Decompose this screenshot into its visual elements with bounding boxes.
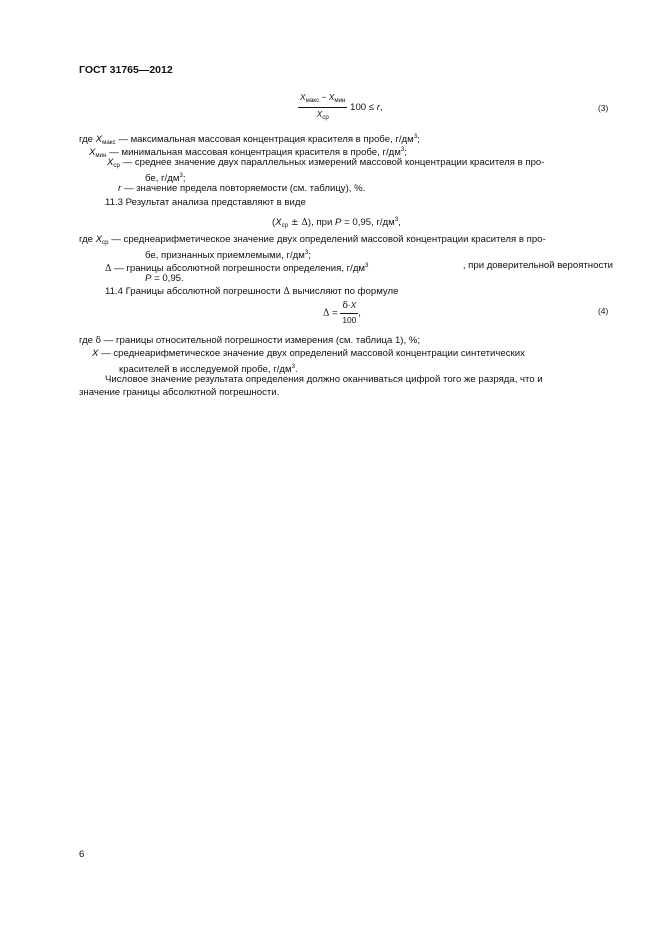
fraction [340, 300, 358, 326]
closing-paragraph-line1: Числовое значение результата определения должно оканчиваться цифрой того же разряда, что и [105, 374, 543, 385]
page-number: 6 [79, 849, 85, 860]
definition-x-maks: где $X_{макс}$ — максимальная массовая концентрация красителя в пробе, $г/дм^3$; [79, 133, 420, 146]
definition-x-sr-result: где $X_{ср}$ — среднеарифметическое значение двух определений массовой концентрации красителя в про- [79, 234, 546, 246]
equation-number-3: (3) [598, 103, 609, 113]
definition-x-sr-result-cont: бе, признанных приемлемыми, $г/дм^3$; [145, 249, 311, 261]
definition-x-min: $X_{мин}$ — минимальная массовая концентрация красителя в пробе, $г/дм^3$; [89, 146, 407, 159]
closing-paragraph-line2: значение границы абсолютной погрешности. [79, 387, 280, 398]
fraction-denominator: $X_{ср}$ [316, 109, 329, 121]
definition-r: r — значение предела повторяемости (см. таблицу), %. [118, 183, 366, 194]
result-formula: $(X_{ср} \pm \Delta)$, при P = 0,95, $г/дм^3$, [272, 216, 401, 229]
fraction-numerator: $X_{макс} - X_{мин}$ [298, 92, 347, 108]
definition-delta-cont: P = 0,95. [145, 273, 184, 284]
definition-x-sr: $X_{ср}$ — среднее значение двух параллельных измерений массовой концентрации красителя в про- [107, 157, 545, 169]
formula-4: Δ = $\frac{\delta\cdot X}{100}$ , [323, 300, 361, 325]
fraction [298, 92, 347, 123]
definition-delta: Δ — границы абсолютной погрешности определения, $г/дм^3$ , при доверительной вероятности [105, 260, 613, 274]
definition-x-mean: X — среднеарифметическое значение двух определений массовой концентрации синтетических [92, 348, 525, 359]
definition-delta-rel: где δ — границы относительной погрешности измерения (см. таблица 1), %; [79, 335, 421, 346]
fraction-denominator: 100 [342, 315, 357, 325]
document-header: ГОСТ 31765—2012 [79, 64, 173, 76]
formula-3: $\frac{X_{макс} - X_{мин}}{X_{ср}}$ 100 ≤ r, [300, 92, 383, 121]
fraction-numerator: δ·X [340, 300, 358, 314]
definition-x-mean-cont: красителей в исследуемой пробе, $г/дм^3$. [119, 363, 298, 375]
equation-number-4: (4) [598, 306, 609, 316]
section-11-4: 11.4 Границы абсолютной погрешности Δ вычисляют по формуле [105, 286, 399, 297]
definition-x-sr-cont: бе, $г/дм^3$; [145, 172, 186, 184]
section-11-3: 11.3 Результат анализа представляют в виде [105, 197, 306, 208]
